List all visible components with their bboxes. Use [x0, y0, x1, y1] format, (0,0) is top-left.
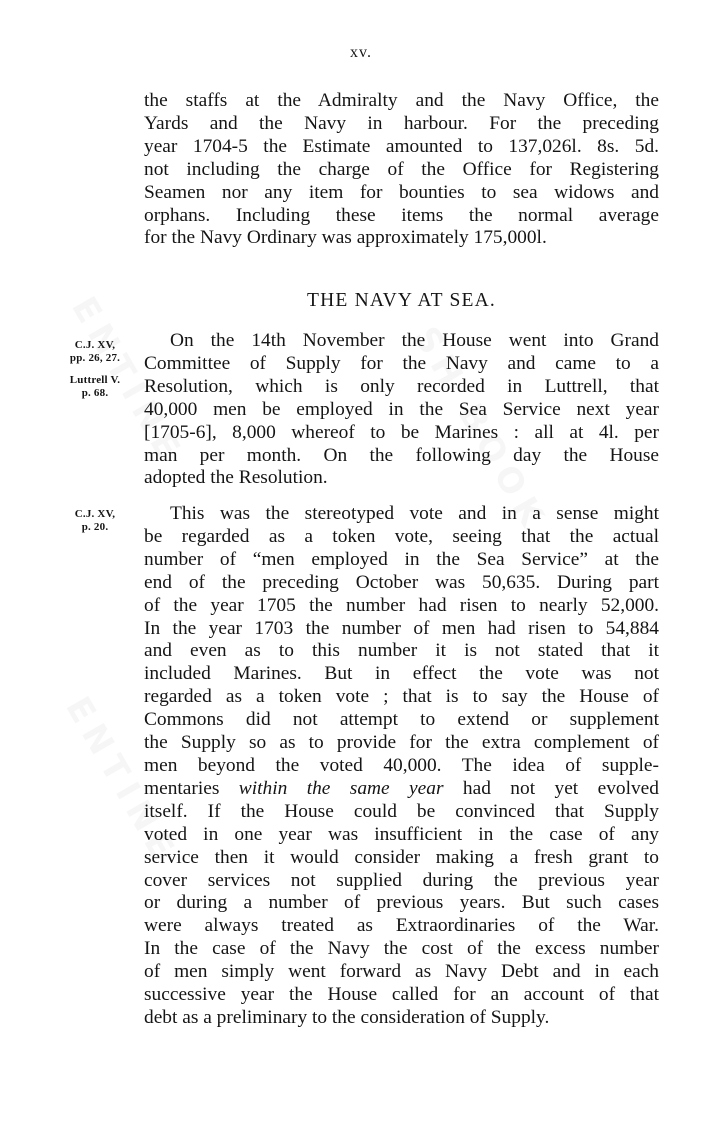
text-line: service then it would consider making a fresh grant to	[144, 846, 659, 868]
text-line: and even as to this number it is not stated that it	[144, 640, 659, 662]
text-line: number of “men employed in the Sea Service” at the	[144, 548, 659, 570]
paragraph-token-vote	[144, 503, 659, 1030]
paragraph-continuation	[144, 90, 659, 250]
text-line: itself. If the House could be convinced that Supply	[144, 800, 659, 822]
text-line: 40,000 men be employed in the Sea Service next year	[144, 398, 659, 420]
text-line: Resolution, which is only recorded in Luttrell, that	[144, 375, 659, 397]
text-segment: had not yet evolved	[462, 777, 659, 799]
page-number: xv.	[350, 44, 372, 61]
text-line: the staffs at the Admiralty and the Navy Office, the	[144, 90, 659, 111]
italic-phrase: within the same year	[238, 777, 444, 799]
margin-note-line: C.J. XV,	[74, 339, 116, 351]
text-line: Seamen nor any item for bounties to sea widows and	[144, 181, 659, 203]
text-line: end of the preceding October was 50,635. During part	[144, 571, 659, 593]
text-line: of men simply went forward as Navy Debt and in each	[144, 961, 659, 983]
margin-note-cj-xv-p20	[58, 508, 132, 534]
paragraph-resolution	[144, 330, 659, 490]
text-line: the Supply so as to provide for the extra complement of	[144, 732, 659, 754]
text-line: In the year 1703 the number of men had risen to 54,884	[144, 617, 659, 639]
text-line: cover services not supplied during the previous year	[144, 869, 659, 891]
text-segment: mentaries	[144, 777, 220, 799]
text-line: Committee of Supply for the Navy and came to a	[144, 352, 659, 374]
text-line: adopted the Resolution.	[144, 467, 328, 489]
text-line: successive year the House called for an account of that	[144, 984, 659, 1006]
text-line: be regarded as a token vote, seeing that the actual	[144, 525, 659, 547]
text-line: On the 14th November the House went into Grand	[170, 330, 659, 351]
text-line: debt as a preliminary to the consideration of Supply.	[144, 1006, 550, 1028]
text-line: orphans. Including these items the normal average	[144, 204, 659, 226]
section-heading: THE NAVY AT SEA.	[307, 290, 496, 311]
text-line: Yards and the Navy in harbour. For the preceding	[144, 112, 659, 134]
margin-note-line: C.J. XV,	[74, 508, 116, 520]
text-line: voted in one year was insufficient in the case of any	[144, 823, 659, 845]
margin-note-cj-xv-pp26-27	[58, 339, 132, 365]
margin-note-line: Luttrell V.	[69, 374, 121, 386]
text-line: men beyond the voted 40,000. The idea of supple-	[144, 754, 659, 776]
text-line: of the year 1705 the number had risen to nearly 52,000.	[144, 594, 659, 616]
text-line: In the case of the Navy the cost of the excess number	[144, 938, 659, 960]
text-line: for the Navy Ordinary was approximately 175,000l.	[144, 227, 547, 249]
text-line-with-italic	[144, 778, 659, 801]
margin-note-line: p. 68.	[81, 387, 109, 399]
text-line: [1705-6], 8,000 whereof to be Marines : all at 4l. per	[144, 421, 659, 443]
text-line: were always treated as Extraordinaries of the War.	[144, 915, 659, 937]
text-line: regarded as a token vote ; that is to say the House of	[144, 686, 659, 708]
margin-note-luttrell	[58, 374, 132, 400]
margin-note-line: p. 20.	[81, 521, 109, 533]
text-line: or during a number of previous years. But such cases	[144, 892, 659, 914]
margin-note-line: pp. 26, 27.	[69, 352, 121, 364]
text-line: included Marines. But in effect the vote was not	[144, 663, 659, 685]
text-line: man per month. On the following day the House	[144, 444, 659, 466]
text-line: Commons did not attempt to extend or supplement	[144, 709, 659, 731]
text-line: year 1704-5 the Estimate amounted to 137,026l. 8s. 5d.	[144, 135, 659, 157]
text-line: not including the charge of the Office for Registering	[144, 158, 659, 180]
text-line: This was the stereotyped vote and in a sense might	[170, 503, 659, 524]
